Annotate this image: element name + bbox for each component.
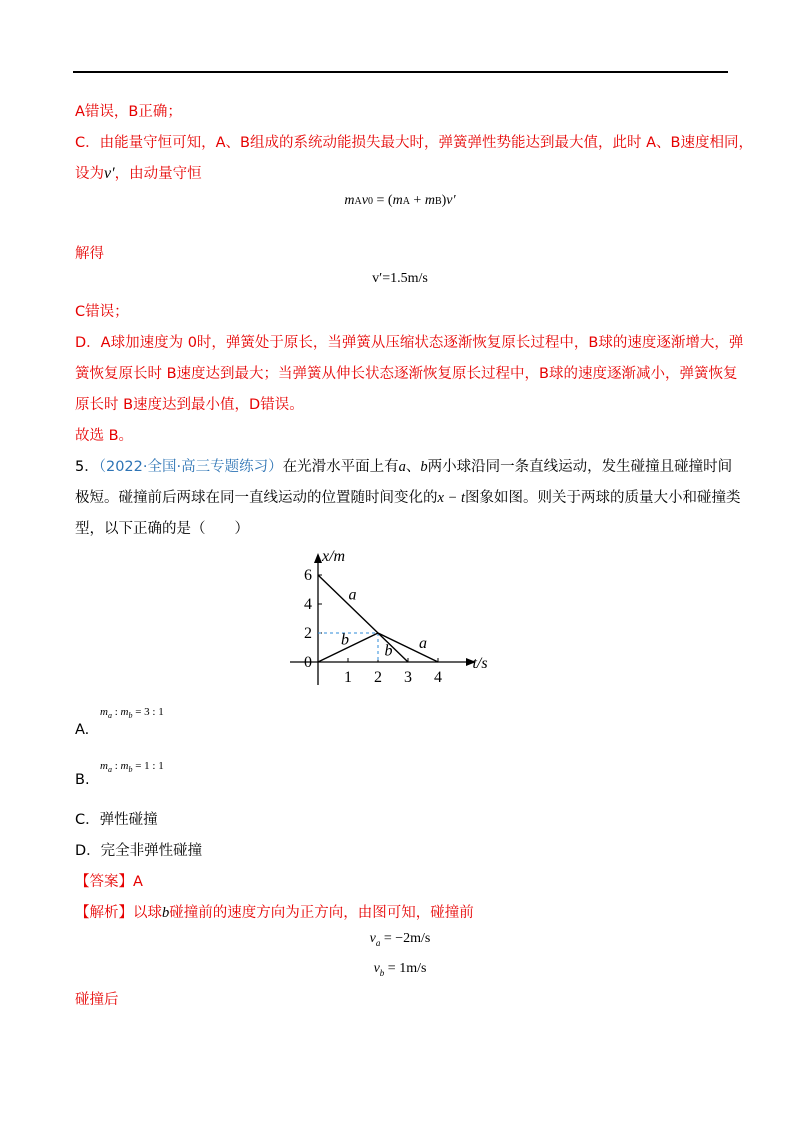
text-fragment: 在光滑水平面上有 <box>282 459 399 475</box>
y-axis-arrow <box>314 553 322 563</box>
analysis-label: 【解析】 <box>75 905 133 921</box>
line-label-a: a <box>348 586 357 604</box>
y-tick-label: 0 <box>304 654 312 671</box>
text-line: 碰撞后 <box>75 992 119 1008</box>
line-label-b: b <box>341 631 349 649</box>
x-tick-label: 3 <box>404 669 412 685</box>
question-number: 5． <box>75 459 99 475</box>
line-label-a: a <box>419 635 427 653</box>
answer-label: 【答案】A <box>75 874 143 890</box>
line-b-after <box>378 633 408 662</box>
text-fragment: 碰撞前的速度方向为正方向，由图可知，碰撞前 <box>169 905 474 921</box>
text-line: 簧恢复原长时 B速度达到最大；当弹簧从伸长状态逐渐恢复原长过程中，B球的速度逐渐减小，弹簧恢复 <box>75 366 738 382</box>
y-tick-label: 2 <box>304 625 312 642</box>
question-line <box>75 488 741 508</box>
y-axis-label: x/m <box>322 548 346 565</box>
x-tick-label: 2 <box>374 669 382 685</box>
math-symbol: v′ <box>104 165 115 182</box>
equation-result: v′=1.5m/s <box>372 271 428 286</box>
line-label-b: b <box>384 642 393 660</box>
question-line: 型，以下正确的是（ ） <box>75 521 249 537</box>
y-tick-label: 6 <box>304 567 312 584</box>
text-line: A错误，B正确； <box>75 104 182 120</box>
math-symbol: x − t <box>437 490 465 506</box>
question-line <box>75 457 732 477</box>
text-fragment: 设为 <box>75 166 104 182</box>
equation-va: $v_a = -2m/s$ <box>369 931 431 948</box>
question-source-link[interactable]: （2022·全国·高三专题练习） <box>98 459 283 475</box>
math-symbol: a <box>398 459 406 475</box>
text-line: D．A球加速度为 0时，弹簧处于原长，当弹簧从压缩状态逐渐恢复原长过程中，B球的速度逐渐增大，弹 <box>75 335 744 351</box>
text-line: C．由能量守恒可知，A、B组成的系统动能损失最大时，弹簧弹性势能达到最大值，此时 A、B速度相同， <box>75 135 753 151</box>
text-fragment: 极短。碰撞前后两球在同一直线运动的位置随时间变化的 <box>75 490 438 506</box>
header-rule <box>73 71 728 73</box>
line-a-before <box>318 575 378 633</box>
option-a[interactable] <box>75 720 89 740</box>
option-b[interactable] <box>75 770 90 790</box>
x-tick-label: 4 <box>434 669 442 685</box>
text-line: 故选 B。 <box>75 428 134 444</box>
option-letter: B. <box>75 772 90 788</box>
text-line: 解得 <box>75 246 104 262</box>
analysis-line <box>75 903 474 923</box>
text-line: C错误； <box>75 304 129 320</box>
math-symbol: b <box>420 459 428 475</box>
x-axis-label: t/s <box>472 655 488 672</box>
x-t-graph <box>290 545 510 685</box>
text-line: 原长时 B速度达到最小值，D错误。 <box>75 397 304 413</box>
math-symbol: b <box>162 905 170 921</box>
option-b-expr: $m_a$ : $m_b = 1$ : 1 <box>100 760 164 775</box>
option-d[interactable]: D．完全非弹性碰撞 <box>75 843 203 859</box>
text-line <box>75 164 202 184</box>
option-letter: A. <box>75 722 90 738</box>
x-tick-label: 1 <box>344 669 352 685</box>
text-fragment: 图象如图。则关于两球的质量大小和碰撞类 <box>465 490 741 506</box>
text-fragment: ，由动量守恒 <box>114 166 202 182</box>
text-fragment: 两小球沿同一条直线运动，发生碰撞且碰撞时间 <box>427 459 733 475</box>
equation-momentum: mAv0 = (mA + mB)v′ <box>344 193 456 208</box>
y-tick-label: 4 <box>304 596 312 613</box>
text-fragment: 以球 <box>133 905 162 921</box>
option-c[interactable]: C．弹性碰撞 <box>75 812 158 828</box>
option-a-expr: $m_a$ : $m_b = 3$ : 1 <box>100 706 164 721</box>
text-fragment: 、 <box>405 459 421 475</box>
equation-vb: $v_b = 1m/s$ <box>373 961 427 978</box>
